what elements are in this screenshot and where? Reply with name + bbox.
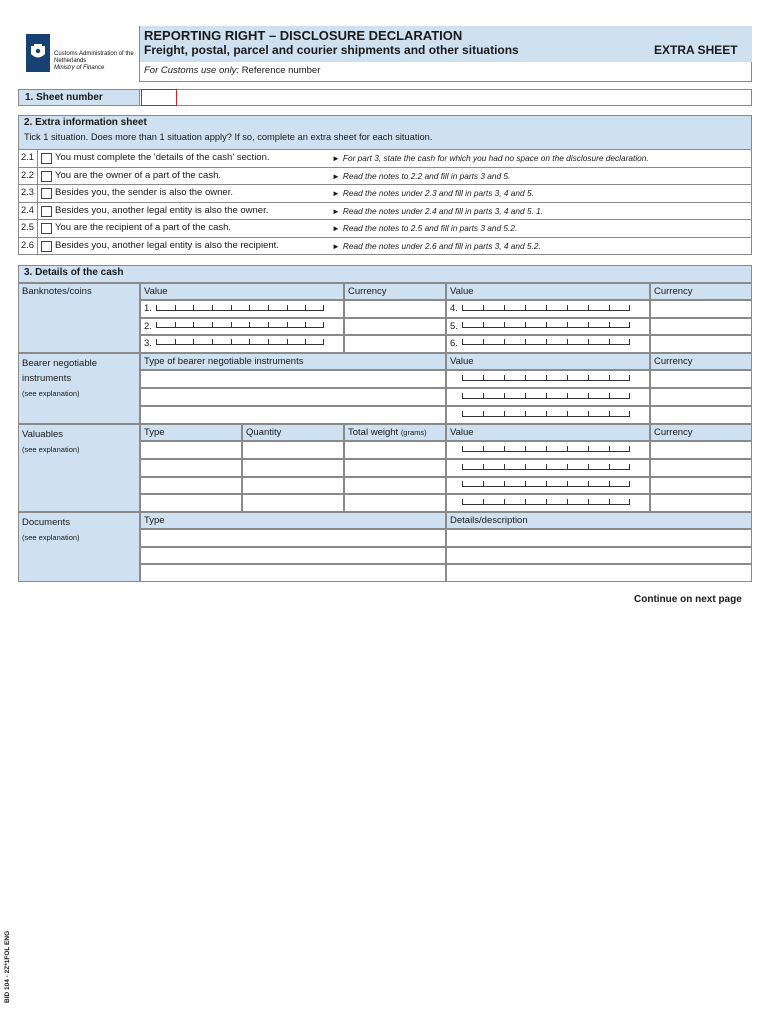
digit-tick — [629, 499, 630, 504]
digit-tick — [567, 305, 568, 310]
digit-tick — [462, 481, 463, 486]
digit-tick — [175, 339, 176, 344]
digit-tick — [504, 446, 505, 451]
situation-text: You are the recipient of a part of the cash. — [55, 222, 232, 233]
form-code: BID 104 - 2Z*1FOL ENG — [4, 930, 11, 1003]
digit-tick — [609, 393, 610, 398]
situation-note-text: Read the notes under 2.3 and fill in parts 3, 4 and 5. — [342, 188, 534, 198]
digit-tick — [323, 305, 324, 310]
situation-checkbox[interactable] — [41, 153, 52, 164]
documents-details-field[interactable] — [446, 564, 752, 582]
org-line-3: Ministry of Finance — [54, 65, 105, 71]
bearer-currency-field[interactable] — [650, 388, 752, 406]
digit-tick — [287, 322, 288, 327]
digit-tick — [588, 305, 589, 310]
digit-tick — [609, 481, 610, 486]
digit-tick — [268, 339, 269, 344]
play-arrow-icon: ► — [332, 171, 340, 181]
digit-guide — [156, 306, 324, 311]
digit-tick — [175, 322, 176, 327]
digit-guide — [462, 394, 630, 399]
digit-tick — [462, 464, 463, 469]
digit-tick — [629, 464, 630, 469]
digit-tick — [249, 339, 250, 344]
digit-tick — [483, 499, 484, 504]
valuables-type-field[interactable] — [140, 494, 242, 512]
cash-details-title: 3. Details of the cash — [24, 267, 124, 278]
digit-tick — [504, 305, 505, 310]
valuables-type-field[interactable] — [140, 441, 242, 459]
situation-text: Besides you, another legal entity is also the recipient. — [55, 239, 279, 251]
digit-tick — [193, 339, 194, 344]
situation-text: Besides you, the sender is also the owner. — [55, 187, 233, 198]
valuables-weight-field[interactable] — [344, 459, 446, 477]
digit-tick — [567, 481, 568, 486]
digit-tick — [525, 322, 526, 327]
digit-guide — [462, 412, 630, 417]
digit-tick — [588, 499, 589, 504]
org-line-2: Netherlands — [54, 58, 87, 64]
digit-tick — [249, 322, 250, 327]
situation-note-text: Read the notes under 2.6 and fill in parts 3, 4 and 5.2. — [342, 240, 541, 251]
extra-info-instructions: Tick 1 situation. Does more than 1 situation apply? If so, complete an extra sheet for each situation. — [24, 132, 433, 142]
situation-number: 2.6 — [19, 238, 38, 255]
valuables-currency-field[interactable] — [650, 459, 752, 477]
digit-tick — [525, 499, 526, 504]
situation-number: 2.5 — [19, 220, 38, 237]
digit-tick — [504, 411, 505, 416]
digit-tick — [629, 446, 630, 451]
digit-tick — [629, 305, 630, 310]
row-number: 1. — [144, 303, 152, 314]
digit-guide — [462, 323, 630, 328]
digit-tick — [156, 322, 157, 327]
play-arrow-icon: ► — [332, 224, 340, 233]
extra-info-title: 2. Extra information sheet — [24, 117, 147, 128]
documents-type-header: Type — [140, 512, 446, 529]
digit-tick — [609, 464, 610, 469]
reference-number-label: Reference number — [241, 65, 321, 76]
bearer-currency-field[interactable] — [650, 370, 752, 388]
situation-checkbox[interactable] — [41, 188, 52, 199]
digit-tick — [212, 322, 213, 327]
banknote-currency-field[interactable] — [344, 335, 446, 353]
valuables-label: Valuables — [22, 429, 64, 440]
digit-tick — [212, 339, 213, 344]
situation-number: 2.2 — [19, 168, 38, 185]
valuables-weight-field[interactable] — [344, 441, 446, 459]
digit-tick — [462, 499, 463, 504]
digit-tick — [546, 393, 547, 398]
banknote-currency-field[interactable] — [650, 300, 752, 318]
valuables-weight-field[interactable] — [344, 494, 446, 512]
valuables-currency-header: Currency — [650, 424, 752, 441]
digit-tick — [483, 446, 484, 451]
documents-type-field[interactable] — [140, 529, 446, 547]
digit-tick — [249, 305, 250, 310]
sheet-number-input[interactable] — [141, 89, 177, 106]
digit-tick — [483, 481, 484, 486]
digit-tick — [588, 339, 589, 344]
digit-tick — [609, 339, 610, 344]
bearer-type-header: Type of bearer negotiable instruments — [140, 353, 446, 370]
documents-details-field[interactable] — [446, 529, 752, 547]
digit-tick — [483, 322, 484, 327]
digit-tick — [567, 339, 568, 344]
play-arrow-icon: ► — [332, 206, 340, 216]
digit-tick — [193, 322, 194, 327]
digit-tick — [567, 375, 568, 380]
situation-note-text: Read the notes to 2.5 and fill in parts 3 and 5.2. — [342, 223, 518, 233]
digit-guide — [462, 306, 630, 311]
situation-checkbox[interactable] — [41, 171, 52, 182]
digit-tick — [546, 464, 547, 469]
digit-tick — [483, 393, 484, 398]
situation-note-text: For part 3, state the cash for which you had no space on the disclosure declaration. — [342, 153, 649, 163]
page-title: REPORTING RIGHT – DISCLOSURE DECLARATION — [144, 28, 463, 43]
digit-tick — [483, 411, 484, 416]
documents-type-field[interactable] — [140, 564, 446, 582]
digit-tick — [567, 322, 568, 327]
situation-note — [332, 153, 649, 163]
digit-tick — [629, 322, 630, 327]
digit-tick — [268, 305, 269, 310]
valuables-value-header: Value — [446, 424, 650, 441]
digit-tick — [305, 322, 306, 327]
digit-tick — [525, 446, 526, 451]
digit-guide — [462, 340, 630, 345]
valuables-quantity-field[interactable] — [242, 477, 344, 494]
logo-block — [18, 26, 140, 82]
digit-tick — [175, 305, 176, 310]
situation-checkbox[interactable] — [41, 241, 52, 252]
digit-tick — [629, 393, 630, 398]
digit-tick — [462, 411, 463, 416]
digit-tick — [305, 305, 306, 310]
digit-tick — [287, 305, 288, 310]
bearer-currency-field[interactable] — [650, 406, 752, 424]
weight-label: Total weight — [348, 427, 399, 438]
customs-reference — [144, 65, 320, 76]
digit-tick — [629, 411, 630, 416]
digit-tick — [462, 375, 463, 380]
valuables-see-explanation: (see explanation) — [22, 445, 80, 454]
situation-checkbox[interactable] — [41, 206, 52, 217]
customs-use-only: For Customs use only: — [144, 65, 240, 76]
situation-text: You must complete the 'details of the cash' section. — [55, 152, 270, 163]
sheet-type-label: EXTRA SHEET — [654, 43, 738, 57]
valuables-weight-header — [344, 424, 446, 441]
bearer-type-field[interactable] — [140, 406, 446, 424]
documents-label-cell — [18, 512, 140, 582]
digit-tick — [609, 322, 610, 327]
digit-tick — [525, 339, 526, 344]
valuables-quantity-field[interactable] — [242, 459, 344, 477]
digit-tick — [588, 446, 589, 451]
digit-tick — [588, 322, 589, 327]
banknote-currency-field[interactable] — [650, 318, 752, 335]
situation-note — [332, 223, 517, 233]
situation-row — [18, 203, 752, 221]
valuables-weight-field[interactable] — [344, 477, 446, 494]
situation-text: Besides you, another legal entity is also the owner. — [55, 204, 269, 216]
continue-note: Continue on next page — [634, 594, 742, 605]
digit-tick — [525, 411, 526, 416]
situation-number: 2.3 — [19, 185, 38, 202]
digit-tick — [231, 339, 232, 344]
digit-tick — [567, 446, 568, 451]
digit-guide — [156, 340, 324, 345]
digit-tick — [609, 375, 610, 380]
digit-tick — [504, 375, 505, 380]
digit-tick — [546, 411, 547, 416]
banknote-currency-field[interactable] — [344, 300, 446, 318]
digit-tick — [567, 464, 568, 469]
situation-row — [18, 220, 752, 238]
digit-tick — [546, 339, 547, 344]
valuables-currency-field[interactable] — [650, 477, 752, 494]
crest-logo-icon — [26, 34, 50, 72]
weight-unit: (grams) — [400, 428, 427, 437]
digit-tick — [609, 411, 610, 416]
cash-details-header — [18, 265, 752, 283]
banknotes-currency-header-2: Currency — [650, 283, 752, 300]
situation-row — [18, 185, 752, 203]
digit-tick — [156, 305, 157, 310]
documents-see-explanation: (see explanation) — [22, 533, 80, 542]
digit-tick — [287, 339, 288, 344]
valuables-currency-field[interactable] — [650, 494, 752, 512]
situation-number: 2.4 — [19, 203, 38, 220]
play-arrow-icon: ► — [332, 241, 340, 251]
digit-tick — [504, 339, 505, 344]
digit-tick — [504, 499, 505, 504]
bearer-label: Bearer negotiable instruments — [22, 358, 97, 384]
digit-tick — [588, 375, 589, 380]
valuables-type-header: Type — [140, 424, 242, 441]
digit-tick — [629, 339, 630, 344]
digit-tick — [546, 481, 547, 486]
digit-tick — [629, 481, 630, 486]
org-line-1: Customs Administration of the — [54, 51, 134, 57]
digit-tick — [588, 393, 589, 398]
digit-tick — [588, 481, 589, 486]
sheet-number-label: 1. Sheet number — [18, 89, 140, 106]
digit-guide — [462, 465, 630, 470]
digit-tick — [567, 393, 568, 398]
digit-tick — [546, 305, 547, 310]
digit-tick — [567, 411, 568, 416]
digit-tick — [525, 375, 526, 380]
digit-tick — [525, 481, 526, 486]
situation-note — [332, 188, 534, 198]
digit-tick — [483, 375, 484, 380]
bearer-type-field[interactable] — [140, 370, 446, 388]
digit-guide — [156, 323, 324, 328]
digit-guide — [462, 376, 630, 381]
bearer-currency-header: Currency — [650, 353, 752, 370]
digit-tick — [546, 446, 547, 451]
play-arrow-icon: ► — [332, 189, 340, 198]
banknotes-value-header: Value — [140, 283, 344, 300]
row-number: 5. — [450, 321, 458, 332]
situation-number: 2.1 — [19, 150, 38, 167]
digit-tick — [268, 322, 269, 327]
situation-note-text: Read the notes to 2.2 and fill in parts 3 and 5. — [342, 170, 511, 181]
banknotes-value-header-2: Value — [446, 283, 650, 300]
situation-row — [18, 238, 752, 256]
valuables-currency-field[interactable] — [650, 441, 752, 459]
digit-tick — [462, 322, 463, 327]
situation-text: You are the owner of a part of the cash. — [55, 169, 222, 181]
situation-row — [18, 150, 752, 168]
bearer-see-explanation: (see explanation) — [22, 389, 80, 398]
digit-tick — [231, 322, 232, 327]
valuables-quantity-field[interactable] — [242, 441, 344, 459]
digit-tick — [323, 322, 324, 327]
digit-tick — [546, 499, 547, 504]
digit-tick — [193, 305, 194, 310]
digit-tick — [483, 339, 484, 344]
digit-tick — [504, 322, 505, 327]
digit-tick — [462, 305, 463, 310]
situation-row — [18, 168, 752, 186]
digit-tick — [588, 464, 589, 469]
digit-tick — [483, 464, 484, 469]
valuables-quantity-field[interactable] — [242, 494, 344, 512]
digit-tick — [588, 411, 589, 416]
digit-tick — [212, 305, 213, 310]
digit-tick — [323, 339, 324, 344]
situation-note — [332, 241, 541, 251]
valuables-type-field[interactable] — [140, 459, 242, 477]
row-number: 3. — [144, 338, 152, 349]
digit-tick — [609, 305, 610, 310]
valuables-quantity-header: Quantity — [242, 424, 344, 441]
banknotes-label: Banknotes/coins — [18, 283, 140, 353]
documents-label: Documents — [22, 517, 71, 528]
digit-tick — [525, 305, 526, 310]
digit-tick — [525, 464, 526, 469]
digit-tick — [231, 305, 232, 310]
digit-tick — [504, 393, 505, 398]
situation-note-text: Read the notes under 2.4 and fill in parts 3, 4 and 5. 1. — [342, 205, 544, 216]
valuables-type-field[interactable] — [140, 477, 242, 494]
bearer-value-header: Value — [446, 353, 650, 370]
documents-details-header: Details/description — [446, 512, 752, 529]
situation-note — [332, 206, 543, 216]
digit-tick — [504, 481, 505, 486]
digit-tick — [156, 339, 157, 344]
digit-tick — [546, 322, 547, 327]
digit-tick — [609, 499, 610, 504]
banknote-currency-field[interactable] — [344, 318, 446, 335]
digit-tick — [483, 305, 484, 310]
documents-type-field[interactable] — [140, 547, 446, 564]
digit-tick — [462, 446, 463, 451]
bearer-type-field[interactable] — [140, 388, 446, 406]
digit-tick — [462, 393, 463, 398]
digit-guide — [462, 482, 630, 487]
digit-tick — [305, 339, 306, 344]
situation-note — [332, 171, 510, 181]
row-number: 6. — [450, 338, 458, 349]
digit-tick — [546, 375, 547, 380]
digit-tick — [525, 393, 526, 398]
documents-details-field[interactable] — [446, 547, 752, 564]
digit-tick — [567, 499, 568, 504]
page-subtitle: Freight, postal, parcel and courier shipments and other situations — [144, 43, 519, 57]
digit-tick — [462, 339, 463, 344]
situation-checkbox[interactable] — [41, 223, 52, 234]
digit-tick — [504, 464, 505, 469]
digit-guide — [462, 447, 630, 452]
row-number: 4. — [450, 303, 458, 314]
bearer-label-cell — [18, 353, 140, 424]
valuables-label-cell — [18, 424, 140, 512]
banknote-currency-field[interactable] — [650, 335, 752, 353]
banknotes-currency-header: Currency — [344, 283, 446, 300]
digit-tick — [629, 375, 630, 380]
row-number: 2. — [144, 321, 152, 332]
digit-guide — [462, 500, 630, 505]
play-arrow-icon: ► — [332, 154, 340, 163]
digit-tick — [609, 446, 610, 451]
